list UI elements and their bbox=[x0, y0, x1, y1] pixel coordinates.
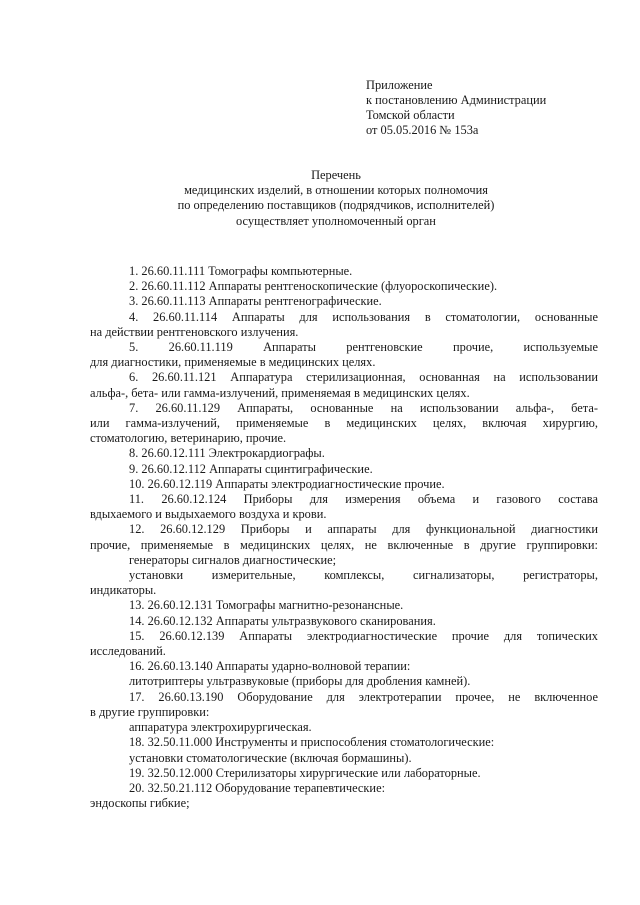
list-item-17-sub: аппаратура электрохирургическая. bbox=[129, 720, 312, 735]
list-item-16-sub: литотриптеры ультразвуковые (приборы для дробления камней). bbox=[129, 674, 471, 689]
list-item-16: 16. 26.60.13.140 Аппараты ударно-волновой терапии: bbox=[129, 659, 411, 674]
title-line: Перечень bbox=[311, 168, 361, 182]
title-line: по определению поставщиков (подрядчиков, исполнителей) bbox=[177, 198, 495, 213]
list-item-12-sub: установки измерительные, комплексы, сигнализаторы, регистраторы, bbox=[129, 568, 598, 583]
list-item-6-cont: альфа-, бета- или гамма-излучений, применяемая в медицинских целях. bbox=[90, 385, 470, 400]
list-item-12: 12. 26.60.12.129 Приборы и аппараты для функциональной диагностики bbox=[129, 522, 598, 537]
list-item-12-sub-cont: индикаторы. bbox=[90, 583, 157, 598]
list-item-13: 13. 26.60.12.131 Томографы магнитно-резонансные. bbox=[129, 598, 404, 613]
list-item-7: 7. 26.60.11.129 Аппараты, основанные на использовании альфа-, бета- bbox=[129, 400, 598, 415]
list-item-20: 20. 32.50.21.112 Оборудование терапевтические: bbox=[129, 780, 386, 795]
list-item-4: 4. 26.60.11.114 Аппараты для использования в стоматологии, основанные bbox=[129, 309, 598, 324]
list-item-3: 3. 26.60.11.113 Аппараты рентгенографические. bbox=[129, 294, 382, 309]
appendix-line: к постановлению Администрации bbox=[366, 92, 547, 107]
list-item-12-sub: генераторы сигналов диагностические; bbox=[129, 552, 337, 567]
list-item-5-cont: для диагностики, применяемые в медицинских целях. bbox=[90, 355, 376, 370]
list-item-8: 8. 26.60.12.111 Электрокардиографы. bbox=[129, 446, 325, 461]
appendix-line: Приложение bbox=[366, 78, 433, 92]
list-item-11: 11. 26.60.12.124 Приборы для измерения объема и газового состава bbox=[129, 492, 598, 507]
appendix-line: Томской области bbox=[366, 107, 455, 122]
list-item-5: 5. 26.60.11.119 Аппараты рентгеновские прочие, используемые bbox=[129, 340, 598, 355]
list-item-11-cont: вдыхаемого и выдыхаемого воздуха и крови. bbox=[90, 507, 327, 522]
list-item-15-cont: исследований. bbox=[90, 644, 166, 659]
list-item-1: 1. 26.60.11.111 Томографы компьютерные. bbox=[129, 264, 353, 278]
list-item-7-cont: или гамма-излучений, применяемые в медицинских целях, включая хирургию, bbox=[90, 416, 598, 431]
list-item-17-cont: в другие группировки: bbox=[90, 704, 210, 719]
title-line: осуществляет уполномоченный орган bbox=[236, 213, 436, 228]
device-list bbox=[90, 264, 598, 811]
appendix-date-number: от 05.05.2016 № 153а bbox=[366, 122, 479, 137]
list-item-4-cont: на действии рентгеновского излучения. bbox=[90, 324, 299, 339]
list-item-9: 9. 26.60.12.112 Аппараты сцинтиграфические. bbox=[129, 461, 373, 476]
list-item-10: 10. 26.60.12.119 Аппараты электродиагностические прочие. bbox=[129, 476, 445, 491]
list-item-17: 17. 26.60.13.190 Оборудование для электротерапии прочее, не включенное bbox=[129, 689, 598, 704]
list-item-7-cont: стоматологию, ветеринарию, прочие. bbox=[90, 431, 287, 446]
list-item-15: 15. 26.60.12.139 Аппараты электродиагностические прочие для топических bbox=[129, 628, 598, 643]
title-line: медицинских изделий, в отношении которых полномочия bbox=[184, 183, 488, 198]
list-item-12-cont: прочие, применяемые в медицинских целях, не включенные в другие группировки: bbox=[90, 537, 598, 552]
list-item-20-sub: эндоскопы гибкие; bbox=[90, 796, 190, 811]
list-item-6: 6. 26.60.11.121 Аппаратура стерилизационная, основанная на использовании bbox=[129, 370, 598, 385]
list-item-19: 19. 32.50.12.000 Стерилизаторы хирургические или лабораторные. bbox=[129, 765, 481, 780]
list-item-18: 18. 32.50.11.000 Инструменты и приспособления стоматологические: bbox=[129, 735, 495, 750]
list-item-18-sub: установки стоматологические (включая бормашины). bbox=[129, 750, 412, 765]
appendix-block bbox=[366, 78, 616, 138]
document-title bbox=[88, 168, 584, 229]
list-item-14: 14. 26.60.12.132 Аппараты ультразвукового сканирования. bbox=[129, 613, 436, 628]
list-item-2: 2. 26.60.11.112 Аппараты рентгеноскопические (флуороскопические). bbox=[129, 279, 498, 294]
